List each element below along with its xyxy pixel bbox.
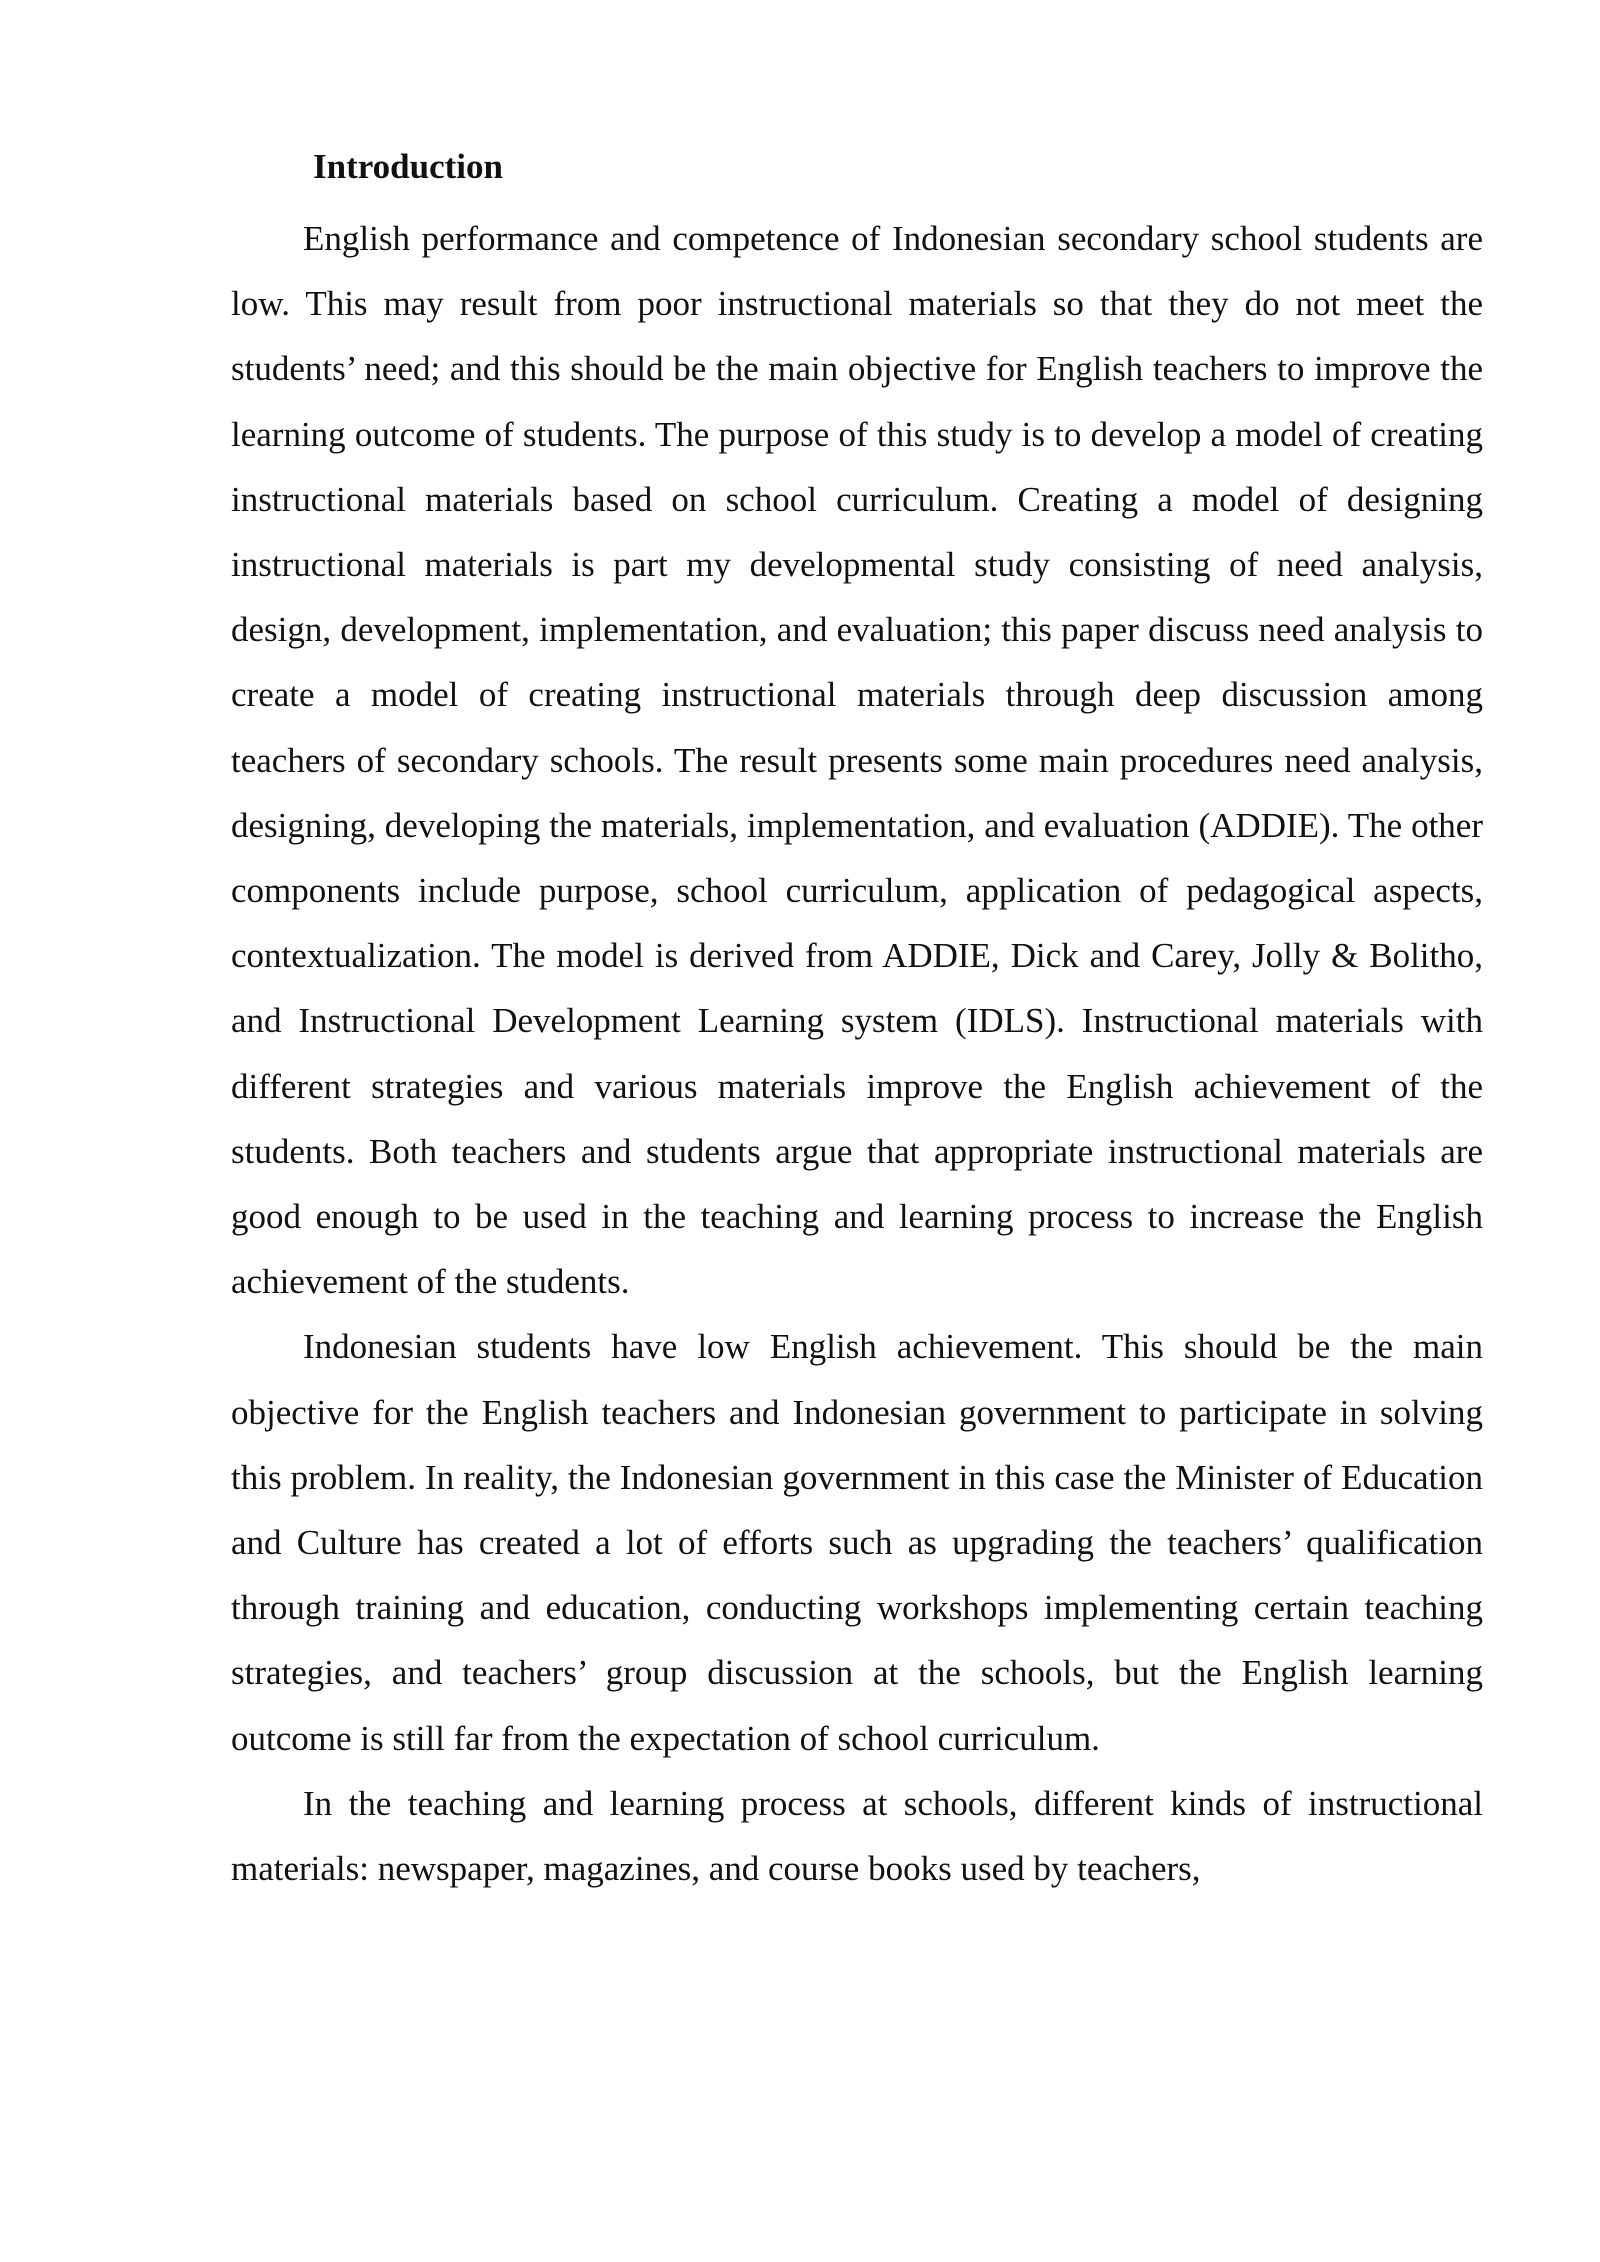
paragraph-2: Indonesian students have low English achievement. This should be the main objective for the English teachers and Indonesian government to participate in solving this problem. In reality, the Indonesian government in this case the Minister of Education and Culture has created a lot of efforts such as upgrading the teachers’ qualification through training and education, conducting workshops implementing certain teaching strategies, and teachers’ group discussion at the schools, but the English learning outcome is still far from the expectation of school curriculum. <box>231 1327 1483 1758</box>
section-heading: Introduction <box>313 147 503 186</box>
paragraph-3: In the teaching and learning process at schools, different kinds of instructional materials: newspaper, magazines, and course books used by teachers, <box>231 1783 1483 1889</box>
paragraph-1: English performance and competence of Indonesian secondary school students are low. This may result from poor instructional materials so that they do not meet the students’ need; and this should be the main objective for English teachers to improve the learning outcome of students. The purpose of this study is to develop a model of creating instructional materials based on school curriculum. Creating a model of designing instructional materials is part my developmental study consisting of need analysis, design, development, implementation, and evaluation; this paper discuss need analysis to create a model of creating instructional materials through deep discussion among teachers of secondary schools. The result presents some main procedures need analysis, designing, developing the materials, implementation, and evaluation (ADDIE). The other components include purpose, school curriculum, application of pedagogical aspects, contextualization. The model is derived from ADDIE, Dick and Carey, Jolly & Bolitho, and Instructional Development Learning system (IDLS). Instructional materials with different strategies and various materials improve the English achievement of the students. Both teachers and students argue that appropriate instructional materials are good enough to be used in the teaching and learning process to increase the English achievement of the students. <box>231 219 1483 1302</box>
document-body <box>231 142 1483 1901</box>
